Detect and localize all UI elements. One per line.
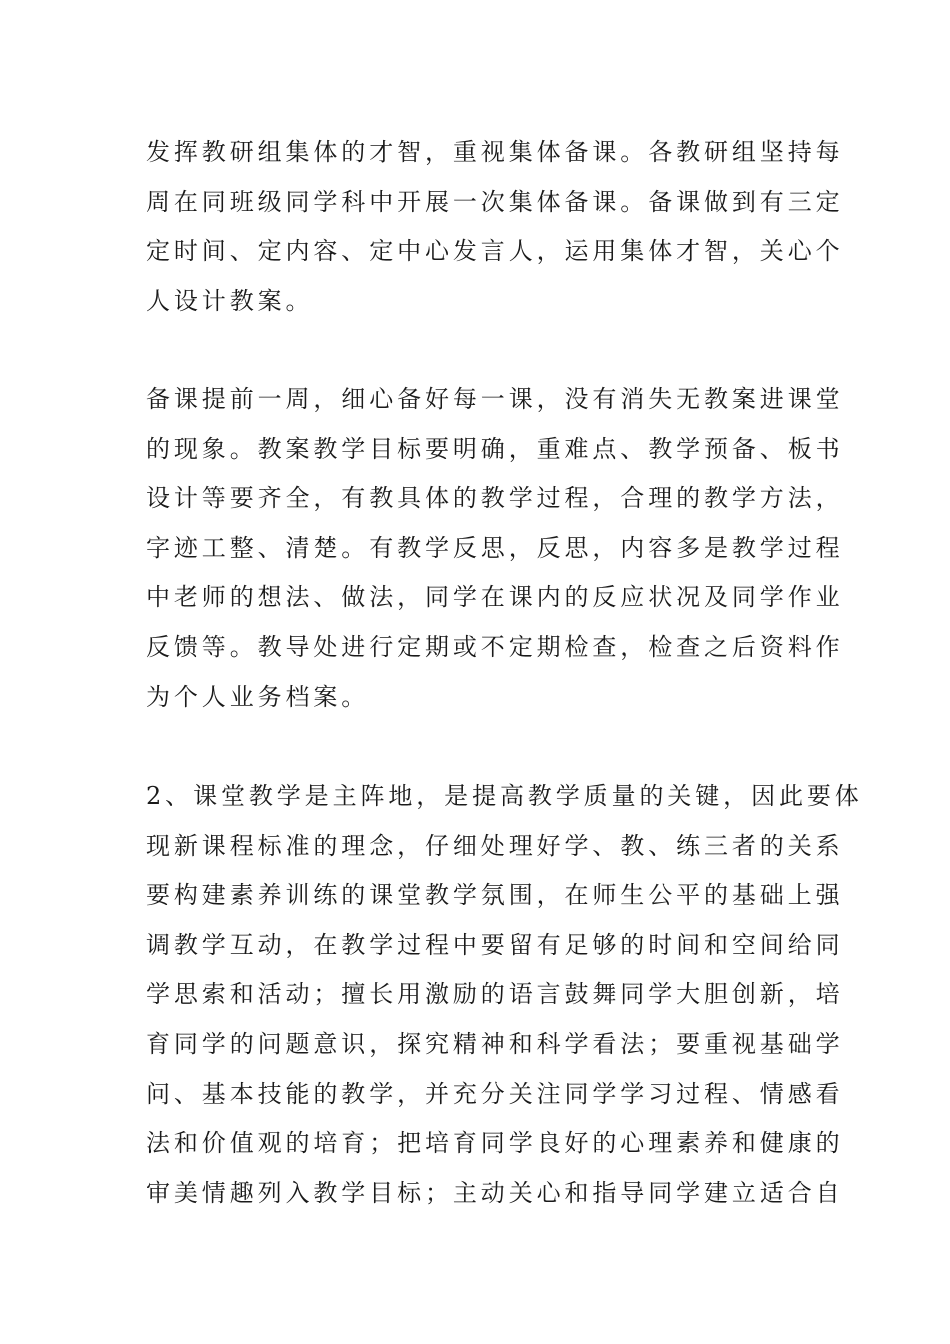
text-line: 育同学的问题意识，探究精神和科学看法；要重视基础学 xyxy=(146,1029,844,1058)
text-line: 的现象。教案教学目标要明确，重难点、教学预备、板书 xyxy=(146,434,844,463)
text-line: 中老师的想法、做法，同学在课内的反应状况及同学作业 xyxy=(146,583,844,612)
text-line: 为个人业务档案。 xyxy=(146,682,370,711)
paragraph-classroom-teaching xyxy=(146,772,863,1218)
text-line: 问、基本技能的教学，并充分关注同学学习过程、情感看 xyxy=(146,1079,844,1108)
text-line: 周在同班级同学科中开展一次集体备课。备课做到有三定 xyxy=(146,187,844,216)
text-line: 发挥教研组集体的才智，重视集体备课。各教研组坚持每 xyxy=(146,138,844,166)
text-line: 2、课堂教学是主阵地，是提高教学质量的关键，因此要体 xyxy=(146,782,863,810)
text-line: 备课提前一周，细心备好每一课，没有消失无教案进课堂 xyxy=(146,385,844,413)
text-line: 字迹工整、清楚。有教学反思，反思，内容多是教学过程 xyxy=(146,533,844,562)
text-line: 调教学互动，在教学过程中要留有足够的时间和空间给同 xyxy=(146,930,844,959)
text-line: 要构建素养训练的课堂教学氛围，在师生公平的基础上强 xyxy=(146,881,844,910)
text-line: 定时间、定内容、定中心发言人，运用集体才智，关心个 xyxy=(146,237,844,266)
text-line: 设计等要齐全，有教具体的教学过程，合理的教学方法， xyxy=(146,484,844,513)
text-line: 人设计教案。 xyxy=(146,286,314,315)
text-line: 法和价值观的培育；把培育同学良好的心理素养和健康的 xyxy=(146,1129,844,1158)
text-line: 审美情趣列入教学目标；主动关心和指导同学建立适合自 xyxy=(146,1178,844,1207)
text-line: 反馈等。教导处进行定期或不定期检查，检查之后资料作 xyxy=(146,632,844,661)
text-line: 现新课程标准的理念，仔细处理好学、教、练三者的关系 xyxy=(146,831,844,860)
paragraph-lesson-plan-requirements xyxy=(146,375,844,722)
text-line: 学思索和活动；擅长用激励的语言鼓舞同学大胆创新，培 xyxy=(146,980,844,1009)
paragraph-collective-lesson-prep xyxy=(146,128,844,326)
